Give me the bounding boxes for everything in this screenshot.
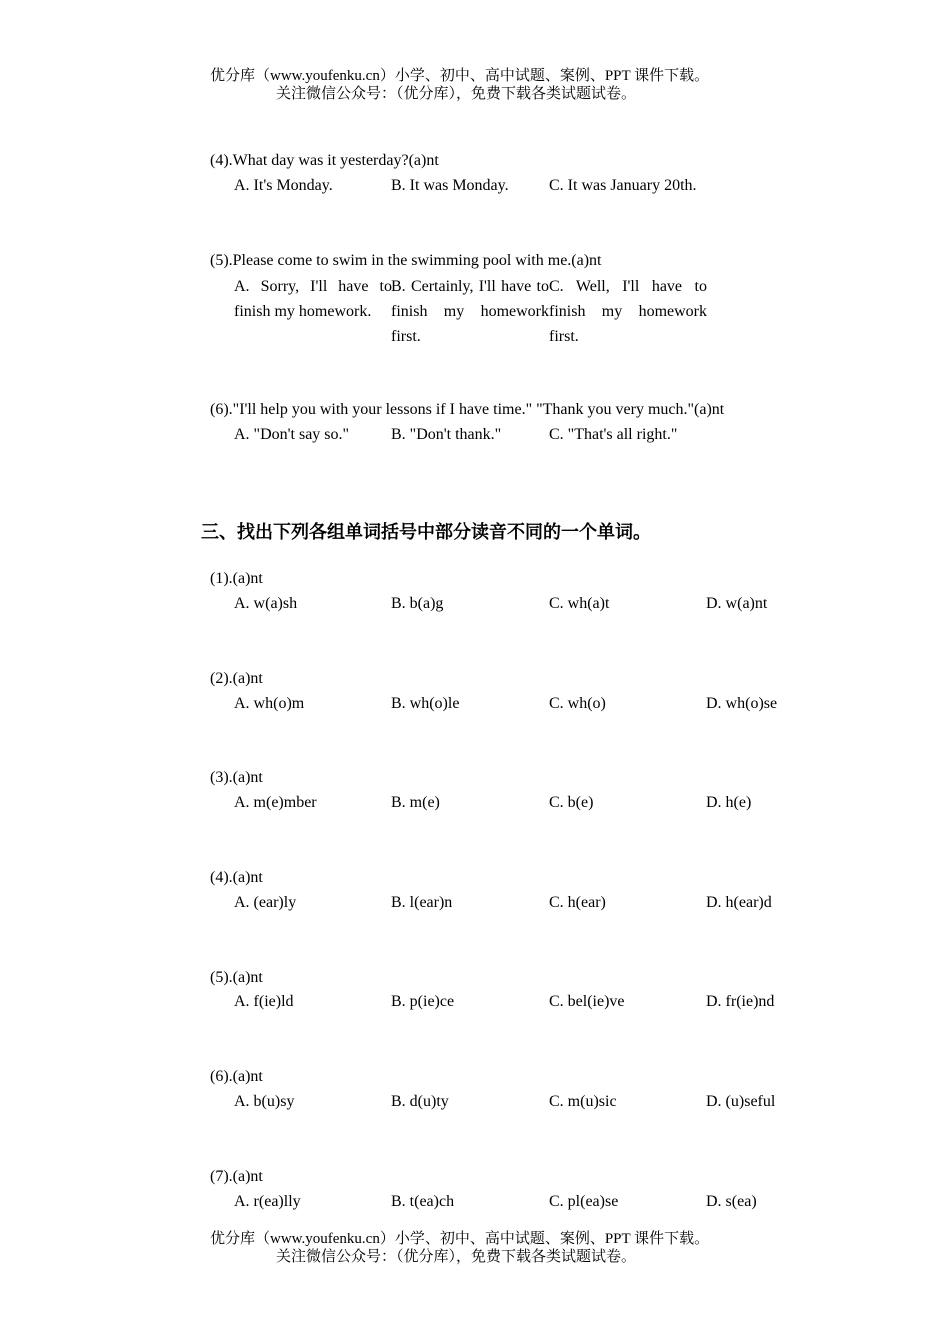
option-d: D. s(ea) [706,1193,757,1210]
question-stem: (1).(a)nt [210,570,263,587]
section-title: 三、找出下列各组单词括号中部分读音不同的一个单词。 [201,522,651,543]
option-a: A. It's Monday. [234,177,333,194]
option-c: C. h(ear) [549,894,606,911]
footer-line-1: 优分库（www.youfenku.cn）小学、初中、高中试题、案例、PPT 课件下载。 [210,1231,710,1247]
option-a: A. "Don't say so." [234,426,350,443]
option-d: D. h(ear)d [706,894,772,911]
option-d: D. fr(ie)nd [706,993,775,1010]
question-stem: (5).(a)nt [210,969,263,986]
option-b: B. wh(o)le [391,695,460,712]
option-b: B. t(ea)ch [391,1193,455,1210]
question-stem: (4).(a)nt [210,869,263,886]
option-b: B. b(a)g [391,595,444,612]
option-c: C. b(e) [549,794,594,811]
question-stem: (6)."I'll help you with your lessons if I have time." "Thank you very much."(a)nt [210,401,725,418]
option-d: D. wh(o)se [706,695,778,712]
option-c: C. wh(o) [549,695,606,712]
option-c: C. "That's all right." [549,426,678,443]
option-b: B. It was Monday. [391,177,509,194]
option-c: C. m(u)sic [549,1093,617,1110]
footer-line-2: 关注微信公众号：（优分库），免费下载各类试题试卷。 [276,1249,637,1265]
question-stem: (5).Please come to swim in the swimming pool with me.(a)nt [210,252,602,269]
option-b: B. Certainly, I'll have to finish my homework first. [391,278,549,345]
option-b: B. d(u)ty [391,1093,449,1110]
option-b: B. m(e) [391,794,440,811]
option-b: B. p(ie)ce [391,993,455,1010]
header-line-1: 优分库（www.youfenku.cn）小学、初中、高中试题、案例、PPT 课件下载。 [210,68,710,84]
option-a: A. m(e)mber [234,794,317,811]
option-a: A. w(a)sh [234,595,298,612]
option-a: A. Sorry, I'll have to finish my homework. [234,278,392,320]
question-stem: (2).(a)nt [210,670,263,687]
option-d: D. (u)seful [706,1093,776,1110]
option-c: C. bel(ie)ve [549,993,625,1010]
option-a: A. f(ie)ld [234,993,294,1010]
option-a: A. b(u)sy [234,1093,295,1110]
option-c: C. wh(a)t [549,595,610,612]
option-d: D. w(a)nt [706,595,768,612]
option-c: C. Well, I'll have to finish my homework first. [549,278,707,345]
option-c: C. It was January 20th. [549,177,697,194]
option-b: B. l(ear)n [391,894,453,911]
question-stem: (4).What day was it yesterday?(a)nt [210,152,439,169]
option-a: A. wh(o)m [234,695,305,712]
option-d: D. h(e) [706,794,752,811]
option-a: A. (ear)ly [234,894,297,911]
option-b: B. "Don't thank." [391,426,502,443]
option-c: C. pl(ea)se [549,1193,619,1210]
option-a: A. r(ea)lly [234,1193,301,1210]
question-stem: (6).(a)nt [210,1068,263,1085]
header-line-2: 关注微信公众号：（优分库），免费下载各类试题试卷。 [276,86,637,102]
question-stem: (7).(a)nt [210,1168,263,1185]
question-stem: (3).(a)nt [210,769,263,786]
